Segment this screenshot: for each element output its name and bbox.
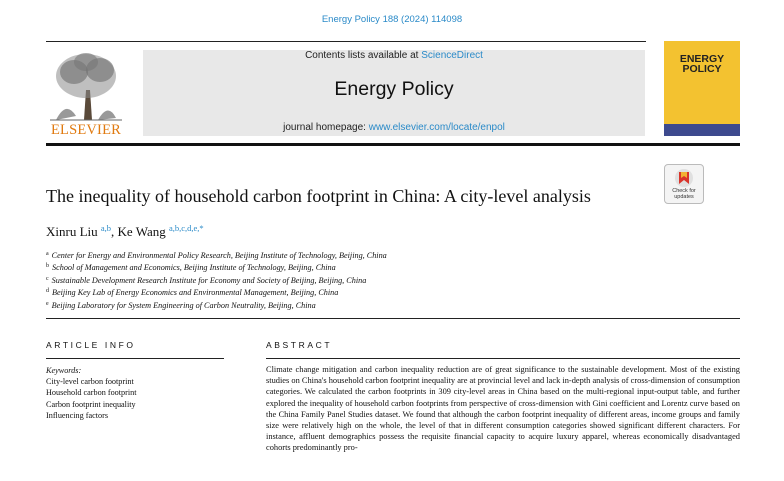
cover-title-line1: ENERGY xyxy=(679,53,725,65)
check-badge-line2: updates xyxy=(674,194,694,200)
keyword-item: Carbon footprint inequality xyxy=(46,399,136,409)
affiliation-item xyxy=(46,249,387,261)
affiliation-mark: c xyxy=(46,275,49,282)
affiliation-text: School of Management and Economics, Beijing Institute of Technology, Beijing, China xyxy=(52,263,336,273)
abstract-heading: ABSTRACT xyxy=(266,340,333,350)
author-separator: , xyxy=(111,224,118,239)
author-name[interactable]: Xinru Liu xyxy=(46,224,98,239)
contents-prefix: Contents lists available at xyxy=(305,50,422,61)
article-title: The inequality of household carbon footprint in China: A city-level analysis xyxy=(46,186,591,206)
cover-title xyxy=(664,54,740,74)
journal-banner xyxy=(143,50,645,136)
top-rule xyxy=(46,41,646,42)
sciencedirect-link[interactable]: ScienceDirect xyxy=(421,50,483,61)
affiliation-text: Beijing Key Lab of Energy Economics and Environmental Management, Beijing, China xyxy=(52,288,339,298)
bookmark-icon xyxy=(665,167,703,189)
affiliation-item xyxy=(46,299,387,311)
author-affiliation-marks[interactable]: a,b xyxy=(100,223,112,233)
keywords-block xyxy=(46,365,137,421)
abstract-rule xyxy=(266,358,740,359)
cover-band xyxy=(664,124,740,136)
affiliation-item xyxy=(46,286,387,298)
affiliation-mark: a xyxy=(46,251,49,257)
journal-title: Energy Policy xyxy=(334,78,454,100)
affiliation-text: Center for Energy and Environmental Policy Research, Beijing Institute of Technology, Beijing, China xyxy=(51,251,387,260)
keyword-item: Influencing factors xyxy=(46,410,109,420)
section-divider xyxy=(46,318,740,319)
affiliation-text: Beijing Laboratory for System Engineering of Carbon Neutrality, Beijing, China xyxy=(51,300,316,310)
affiliation-mark: e xyxy=(46,300,49,307)
homepage-prefix: journal homepage: xyxy=(283,122,369,133)
author-list xyxy=(46,223,204,240)
article-info-heading: ARTICLE INFO xyxy=(46,340,136,350)
cover-title-line2: POLICY xyxy=(682,63,722,75)
elsevier-wordmark: ELSEVIER xyxy=(50,122,122,138)
affiliation-list xyxy=(46,249,387,311)
author-name[interactable]: Ke Wang xyxy=(117,224,166,239)
homepage-line xyxy=(143,122,645,133)
affiliation-mark: d xyxy=(46,288,49,295)
affiliation-text: Sustainable Development Research Institute for Economy and Society of Beijing, Beijing, China xyxy=(51,275,367,285)
keyword-item: City-level carbon footprint xyxy=(46,377,134,387)
affiliation-mark: b xyxy=(46,263,49,270)
contents-line xyxy=(143,50,645,61)
article-info-rule xyxy=(46,358,224,359)
journal-cover-thumbnail[interactable] xyxy=(664,41,740,136)
affiliation-item xyxy=(46,274,387,286)
journal-homepage-link[interactable]: www.elsevier.com/locate/enpol xyxy=(368,122,505,133)
journal-citation[interactable]: Energy Policy 188 (2024) 114098 xyxy=(321,14,463,25)
author-affiliation-marks[interactable]: a,b,c,d,e,* xyxy=(168,223,204,233)
affiliation-item xyxy=(46,261,387,273)
keywords-label: Keywords: xyxy=(46,366,82,375)
check-for-updates-label xyxy=(665,188,703,200)
header-divider xyxy=(46,143,740,146)
check-badge-line1: Check for xyxy=(672,188,696,194)
keyword-item: Household carbon footprint xyxy=(46,388,137,398)
check-for-updates-button[interactable] xyxy=(664,164,704,204)
abstract-text: Climate change mitigation and carbon inequality reduction are of great significance to the sustainable development. Most of the existing studies on China's household carbon footprint inequality are at provincial level and lack in-depth analysis of cross-dimension of consumption categories. We calculated the carbon footprints in 309 city-level areas in China based on the multi-regional input-output table, and further explored the inequality of household carbon footprints from perspective of cross-dimension with Gini coefficient and Lorentz curve based on the China Family Panel Studies dataset. We found that although the carbon footprint inequality of different areas, income groups and family size were relatively high on the whole, the level of that in different consumption categories showed significant different characters. For instance, affluent demographics possess the requisite financial capacity to acquire luxury apparel, whereas economically disadvantaged cohorts predominantly pro- xyxy=(266,365,740,453)
